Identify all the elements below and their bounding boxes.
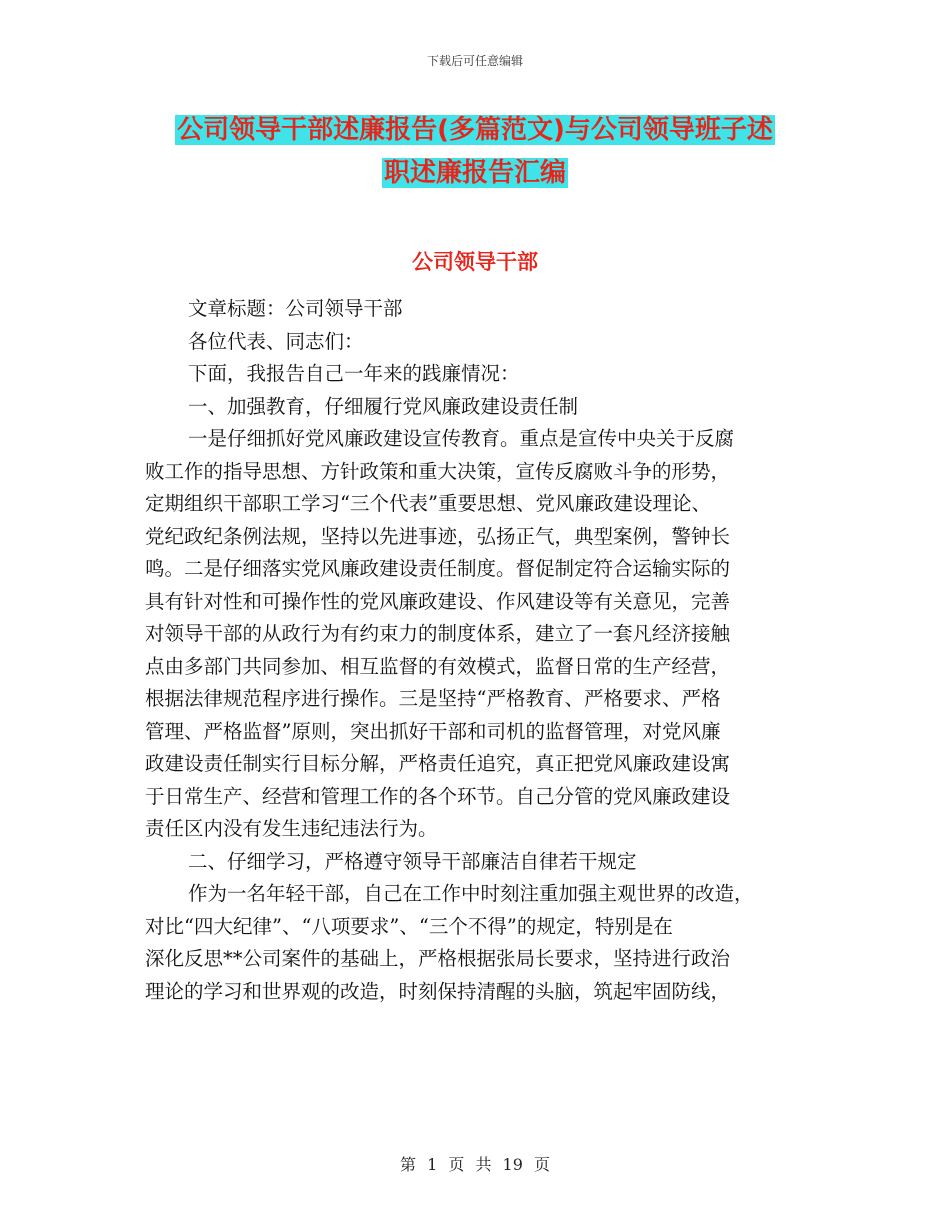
document-title-line-2: 职述廉报告汇编 (383, 158, 566, 188)
body-line: 一、加强教育，仔细履行党风廉政建设责任制 (188, 394, 579, 418)
body-line: 政建设责任制实行目标分解，严格责任追究，真正把党风廉政建设寓 (145, 752, 731, 775)
page-footer: 第 1 页 共 19 页 (400, 1155, 550, 1174)
header-note: 下载后可任意编辑 (426, 54, 523, 68)
body-line: 党纪政纪条例法规，坚持以先进事迹，弘扬正气，典型案例，警钟长 (145, 524, 731, 548)
body-line: 下面，我报告自己一年来的践廉情况： (188, 362, 520, 385)
body-line: 对比“四大纪律”、“八项要求”、“三个不得”的规定，特别是在 (145, 914, 673, 938)
body-line: 点由多部门共同参加、相互监督的有效模式，监督日常的生产经营， (145, 654, 731, 678)
body-text (145, 293, 815, 1008)
body-line: 一是仔细抓好党风廉政建设宣传教育。重点是宣传中央关于反腐 (188, 427, 735, 450)
body-line: 理论的学习和世界观的改造，时刻保持清醒的头脑，筑起牢固防线， (145, 979, 731, 1003)
body-line: 责任区内没有发生违纪违法行为。 (145, 817, 438, 840)
section-title: 公司领导干部 (412, 250, 538, 274)
body-line: 于日常生产、经营和管理工作的各个环节。自己分管的党风廉政建设 (145, 784, 731, 808)
body-line: 鸣。二是仔细落实党风廉政建设责任制度。督促制定符合运输实际的 (145, 557, 731, 580)
body-line: 具有针对性和可操作性的党风廉政建设、作风建设等有关意见，完善 (145, 589, 731, 613)
body-line: 各位代表、同志们： (188, 329, 364, 353)
document-title-line-1: 公司领导干部述廉报告(多篇范文)与公司领导班子述 (177, 115, 773, 145)
body-line: 根据法律规范程序进行操作。三是坚持“严格教育、严格要求、严格 (145, 687, 721, 710)
body-line: 对领导干部的从政行为有约束力的制度体系，建立了一套凡经济接触 (145, 622, 731, 645)
body-line: 深化反思**公司案件的基础上，严格根据张局长要求，坚持进行政治 (145, 947, 731, 970)
body-line: 败工作的指导思想、方针政策和重大决策，宣传反腐败斗争的形势， (145, 459, 731, 483)
body-line: 文章标题：公司领导干部 (188, 297, 403, 320)
body-line: 二、仔细学习，严格遵守领导干部廉洁自律若干规定 (188, 849, 637, 873)
body-line: 管理、严格监督”原则，突出抓好干部和司机的监督管理，对党风廉 (145, 719, 721, 743)
body-line: 作为一名年轻干部，自己在工作中时刻注重加强主观世界的改造， (188, 882, 754, 905)
body-line: 定期组织干部职工学习“三个代表”重要思想、党风廉政建设理论、 (145, 492, 711, 515)
